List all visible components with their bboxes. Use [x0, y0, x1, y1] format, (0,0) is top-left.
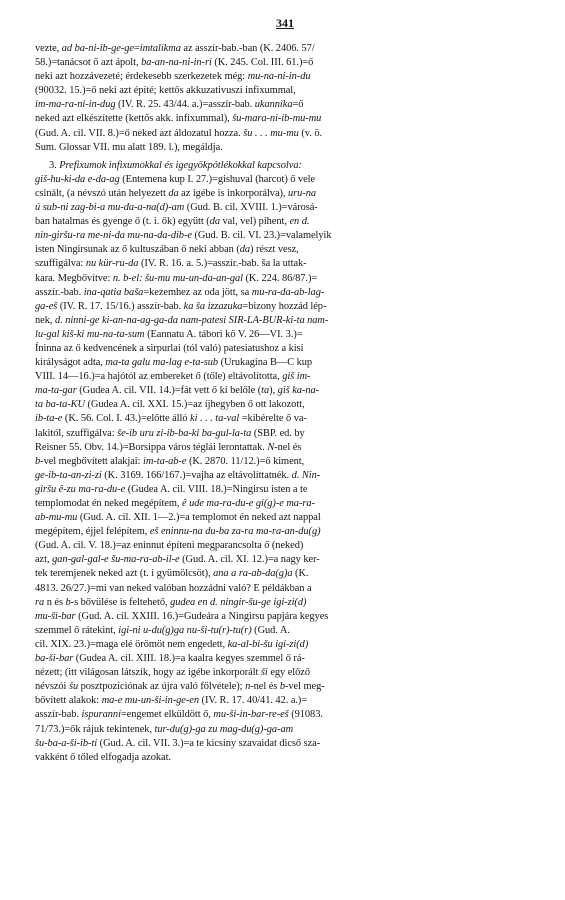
text-line: (90032. 15.)=ő neki azt építé; kettős akkuzativuszi infixummal,	[35, 85, 296, 97]
text-line: névszói šu posztpozíciónak az újra való fölvétele); n-nel és b-vel meg-	[35, 681, 325, 693]
text-line: szemmel ő rátekint, igi-ni u-du(g)ga nu-ši-tu(r)-tu(r) (Gud. A.	[35, 624, 290, 636]
text-line: nek, d. ninni-ge ki-an-na-ag-ga-da nam-patesi SIR-LA-BUR-ki-ta nam-	[35, 314, 329, 326]
text-line: 3. Prefixumok infixumokkal és igegyökpótlékokkal kapcsolva:	[49, 159, 302, 171]
text-line: b-vel megbővített alakjai: im-ta-ab-e (K. 2870. 11/12.)=ő kiment,	[35, 455, 305, 467]
text-line: 71/73.)=ők rájuk tekintenek, tur-du(g)-ga zu mag-du(g)-ga-am	[35, 723, 294, 735]
text-line: (Gud. A. cil. VII. 8.)=ő neked azt áldozatul hozza. šu . . . mu-mu (v. ö.	[35, 127, 323, 139]
text-line: csinált, (a névszó után helyezett da az igébe is inkorporálva), uru-na	[35, 187, 317, 199]
text-line: (Gud. A. cil. V. 18.)=az eninnut építeni megparancsolta ő (neked)	[35, 540, 304, 552]
text-line: 4813. 26/27.)=mi van neked valóban hozzádni való? E példákban a	[35, 582, 312, 594]
text-line: nézett; (itt világosan látszik, hogy az igébe inkorporált ši egy előző	[35, 667, 310, 679]
text-line: ban hatalmas és gyenge ő (t. i. ők) együtt (da val, vel) pihent, en d.	[35, 216, 310, 228]
text-line: tek teremjenek neked azt (t. i gyümölcsöt), ana a ra-ab-da(g)a (K.	[35, 568, 309, 580]
text-line: cil. XIX. 23.)=maga elé örömöt nem engedett, ka-al-bi-šu igi-zi(d)	[35, 638, 309, 650]
text-line: ú sub-ni zag-bi-a mu-da-a-na(d)-am (Gud. B. cil. XVIII. 1.)=városá-	[35, 202, 318, 214]
text-line: giršu ê-zu ma-ra-du-e (Gudea A. cil. VIII. 18.)=Ningirsu isten a te	[35, 483, 308, 495]
text-line: šu-ba-a-ši-ib-ti (Gud. A. cil. VII. 3.)=a te kicsiny szavaidat dicső sza-	[35, 737, 321, 749]
text-line: 58.)=tanácsot ő azt ápolt, ba-an-na-ni-in-ri (K. 245. Col. III. 61.)=ő	[35, 57, 314, 69]
text-line: ib-ta-e (K. 56. Col. I. 43.)=előtte álló ki . . . ta-val =kibérelte ő va-	[35, 413, 307, 425]
text-line: isten Ningirsunak az ő kultuszában ő neki abban (da) részt vesz,	[35, 244, 299, 256]
text-line: ra n és b-s bővülése is feltehető, gudea en d. ningir-šu-ge igi-zi(d)	[35, 596, 307, 608]
text-line: neki azt hozzávezeté; érdekesebb szerkezetek még: mu-na-ni-in-du	[35, 71, 311, 83]
text-line: nin-giršu-ra me-ni-da mu-na-da-dib-e (Gud. B. cil. VI. 23.)=valamelyik	[35, 230, 332, 242]
text-line: ta ba-ta-KU (Gudea A. cil. XXI. 15.)=az íjhegyben ő ott lakozott,	[35, 399, 305, 411]
text-line: VIII. 14—16.)=a hajótól az embereket ő (tőle) eltávolította, giš im-	[35, 371, 311, 383]
text-line: kara. Megbővítve: n. b-el: šu-mu mu-un-da-an-gal (K. 224. 86/87.)=	[35, 272, 318, 284]
text-line: Reisner 55. Obv. 14.)=Borsippa város téglái lerontattak. N-nel és	[35, 441, 302, 453]
text-line: vakként ő tőled elfogadja azokat.	[35, 751, 171, 763]
page-number: 341	[276, 16, 294, 30]
text-line: templomodat én neked megépítem, ê ude ma-ra-du-e gi(g)-e ma-ra-	[35, 498, 315, 509]
text-line: királyságot adta, ma-ta galu ma-lag e-ta-sub (Urukagina B—C kup	[35, 357, 313, 369]
text-line: ab-mu-mu (Gud. A. cil. XII. 1—2.)=a templomot én neked azt nappal	[35, 512, 321, 524]
text-line: bővített alakok: ma-e mu-un-ši-in-ge-en (IV. R. 17. 40/41. 42. a.)=	[35, 695, 308, 707]
text-line: Sum. Glossar VII. mu alatt 189. l.), megáldja.	[35, 141, 223, 153]
text-line: neked azt elkészítette (kettős akk. infixummal), šu-mara-ni-ib-mu-mu	[35, 113, 322, 125]
text-line: vezte, ad ba-ni-ib-ge-ge=imtalikma az asszír-bab.-ban (K. 2406. 57/	[35, 43, 315, 54]
text-line: im-ma-ra-ni-in-dug (IV. R. 25. 43/44. a.)=asszír-bab. ukannika=ő	[35, 99, 304, 111]
text-line: Íninna az ő kedvencének a sirpurlai (tól való) patesiatushoz a kisi	[35, 342, 304, 354]
text-line: giš-hu-ki-da e-da-ag (Entemena kup I. 27.)=gishuval (harcot) ő vele	[35, 173, 316, 185]
text-body	[35, 42, 535, 765]
text-line: ba-ši-bar (Gudea A. cil. XIII. 18.)=a kaalra kegyes szemmel ő rá-	[35, 653, 305, 665]
text-line: asszír-bab. ispuranni=engemet elküldött ő, mu-ši-in-bar-re-eš (91083.	[35, 709, 323, 721]
text-line: mu-ši-bar (Gud. A. cil. XXIII. 16.)=Gudeára a Ningirsu papjára kegyes	[35, 610, 329, 622]
text-line: ga-eš (IV. R. 17. 15/16.) asszír-bab. ka ša izzazuka=bizony hozzád lép-	[35, 300, 327, 312]
text-line: lakitól, szuffigálva: še-ib uru zi-ib-ba-ki ba-gul-la-ta (SBP. ed. by	[35, 427, 305, 439]
text-line: megépítem, éjjel felépítem, eš eninnu-na du-ba za-ra ma-ra-an-du(g)	[35, 526, 321, 538]
text-line: ma-ta-gar (Gudea A. cil. VII. 14.)=fát vett ő ki belőle (ta), giš ka-na-	[35, 385, 320, 397]
text-line: azt, gan-gal-gal-e šu-ma-ra-ab-il-e (Gud. A. cil. XI. 12.)=a nagy ker-	[35, 554, 320, 566]
text-line: ge-ib-ta-an-zi-zi (K. 3169. 166/167.)=vajha az eltávolíttatnék. d. Nin-	[35, 469, 321, 481]
text-line: szuffigálva: nu kür-ru-da (IV. R. 16. a. 5.)=asszír.-bab. ša la uttak-	[35, 258, 307, 270]
text-line: asszír.-bab. ina-qatia baša=kezemhez az oda jött, sa mu-ra-da-ab-lag-	[35, 286, 325, 298]
text-line: lu-gal kiš-ki mu-na-ta-sum (Eannatu A. tábori kő V. 26—VI. 3.)=	[35, 328, 303, 340]
